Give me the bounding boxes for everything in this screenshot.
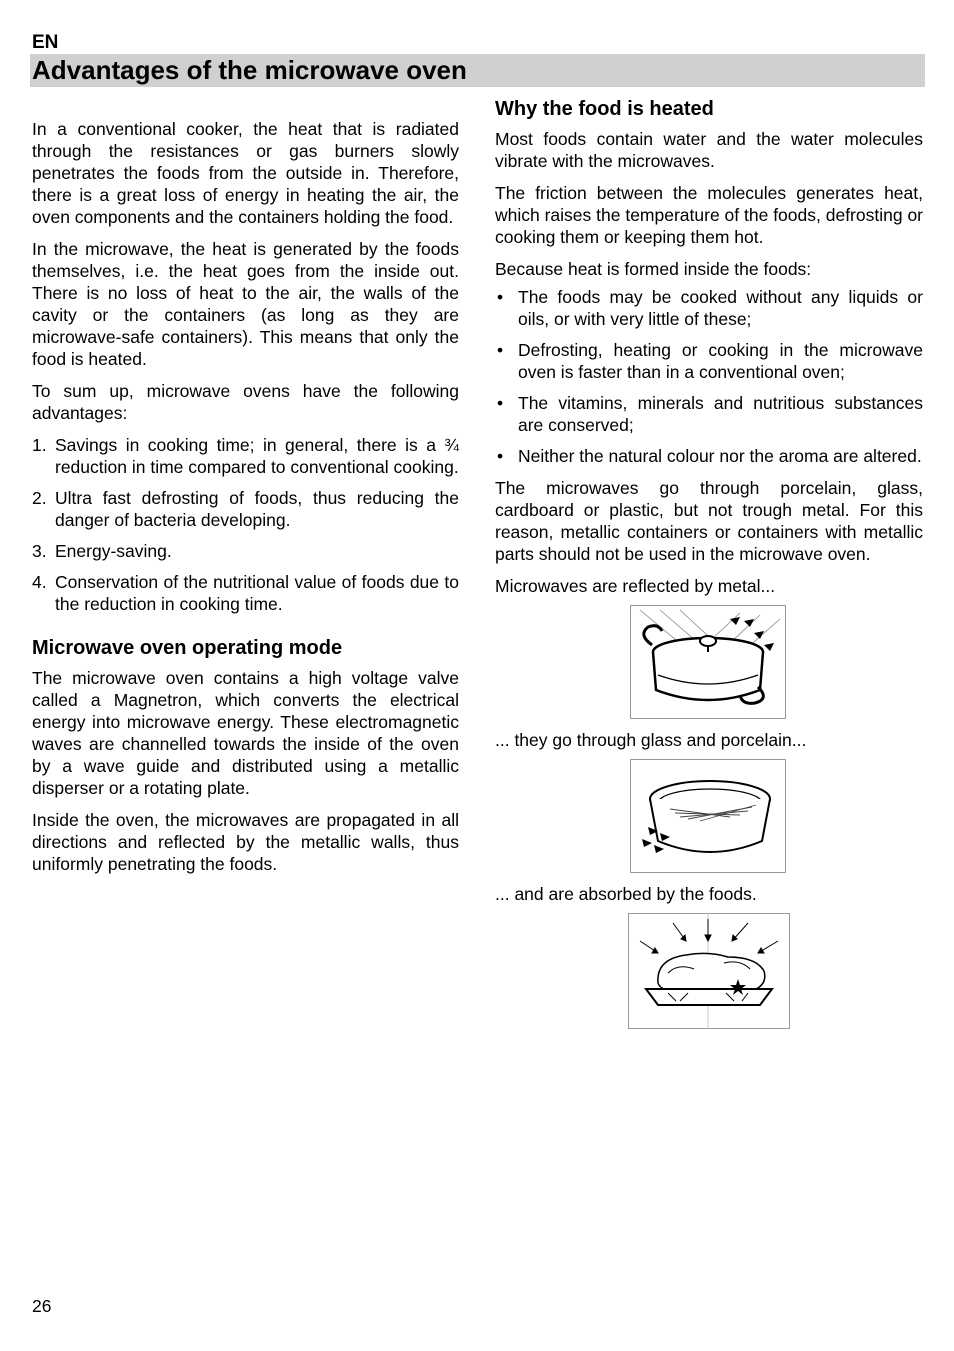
intro-paragraph-3: To sum up, microwave ovens have the following advantages: <box>32 381 459 423</box>
benefits-list <box>495 286 923 467</box>
list-item <box>32 434 459 478</box>
intro-paragraph-2: In the microwave, the heat is generated by the foods themselves, i.e. the heat goes from the inside out. There is no loss of heat to the air, the walls of the cavity or the containers (as long as they are microwave-safe containers). This means that only the food is heated. <box>32 239 459 369</box>
list-number: 2. <box>32 488 47 508</box>
list-item-text: Defrosting, heating or cooking in the microwave oven is faster than in a conventional oven; <box>518 340 923 382</box>
list-item <box>32 540 459 562</box>
bullet-icon: • <box>497 446 504 466</box>
list-item-text: Conservation of the nutritional value of foods due to the reduction in cooking time. <box>55 572 459 614</box>
title-bar <box>30 54 925 87</box>
intro-paragraph-1: In a conventional cooker, the heat that is radiated through the resistances or gas burners slowly penetrates the foods from the outside in. Therefore, there is a great loss of energy in heating the air, the oven components and the containers holding the food. <box>32 119 459 227</box>
list-number: 1. <box>32 435 47 455</box>
why-paragraph-4: The microwaves go through porcelain, glass, cardboard or plastic, but not trough metal. For this reason, metallic containers or containers with metallic parts should not be used in the microwave oven. <box>495 478 923 564</box>
why-paragraph-3: Because heat is formed inside the foods: <box>495 259 812 279</box>
list-item <box>32 487 459 531</box>
metal-pot-reflection-illustration <box>630 605 786 719</box>
list-item <box>495 339 923 383</box>
advantages-list <box>32 434 459 615</box>
mode-paragraph-1: The microwave oven contains a high voltage valve called a Magnetron, which converts the electrical energy into microwave energy. These electromagnetic waves are channelled towards the inside of the oven by a wave guide and distributed using a metallic disperser or a rotating plate. <box>32 668 459 798</box>
list-item <box>495 445 923 467</box>
why-paragraph-2: The friction between the molecules generates heat, which raises the temperature of the foods, defrosting or cooking them or keeping them hot. <box>495 183 924 247</box>
section-heading-why-heated: Why the food is heated <box>495 98 714 120</box>
bullet-icon: • <box>497 287 504 307</box>
why-paragraph-1: Most foods contain water and the water molecules vibrate with the microwaves. <box>495 129 923 171</box>
list-item-text: Energy-saving. <box>55 541 172 561</box>
list-number: 4. <box>32 572 47 592</box>
left-column <box>32 118 459 885</box>
list-item-text: The foods may be cooked without any liquids or oils, or with very little of these; <box>518 287 923 329</box>
page-title: Advantages of the microwave oven <box>32 55 467 85</box>
language-code: EN <box>32 32 59 53</box>
list-item-text: The vitamins, minerals and nutritious substances are conserved; <box>518 393 923 435</box>
mode-paragraph-2: Inside the oven, the microwaves are propagated in all directions and reflected by the metallic walls, thus uniformly penetrating the foods. <box>32 810 459 874</box>
caption-reflected: Microwaves are reflected by metal... <box>495 576 776 596</box>
list-item-text: Ultra fast defrosting of foods, thus reducing the danger of bacteria developing. <box>55 488 459 530</box>
bullet-icon: • <box>497 340 504 360</box>
list-item-text: Savings in cooking time; in general, there is a ¾ reduction in time compared to conventional cooking. <box>55 435 459 477</box>
bullet-icon: • <box>497 393 504 413</box>
list-item <box>495 392 923 436</box>
caption-through-glass: ... they go through glass and porcelain... <box>495 730 807 750</box>
list-item-text: Neither the natural colour nor the aroma are altered. <box>518 446 922 466</box>
glass-dish-illustration <box>630 759 786 873</box>
list-number: 3. <box>32 541 47 561</box>
section-heading-operating-mode: Microwave oven operating mode <box>32 637 343 659</box>
list-item <box>32 571 459 615</box>
page-number: 26 <box>32 1296 52 1316</box>
list-item <box>495 286 923 330</box>
right-column <box>495 96 923 1029</box>
caption-absorbed: ... and are absorbed by the foods. <box>495 884 757 904</box>
roast-chicken-absorption-illustration <box>628 913 790 1029</box>
